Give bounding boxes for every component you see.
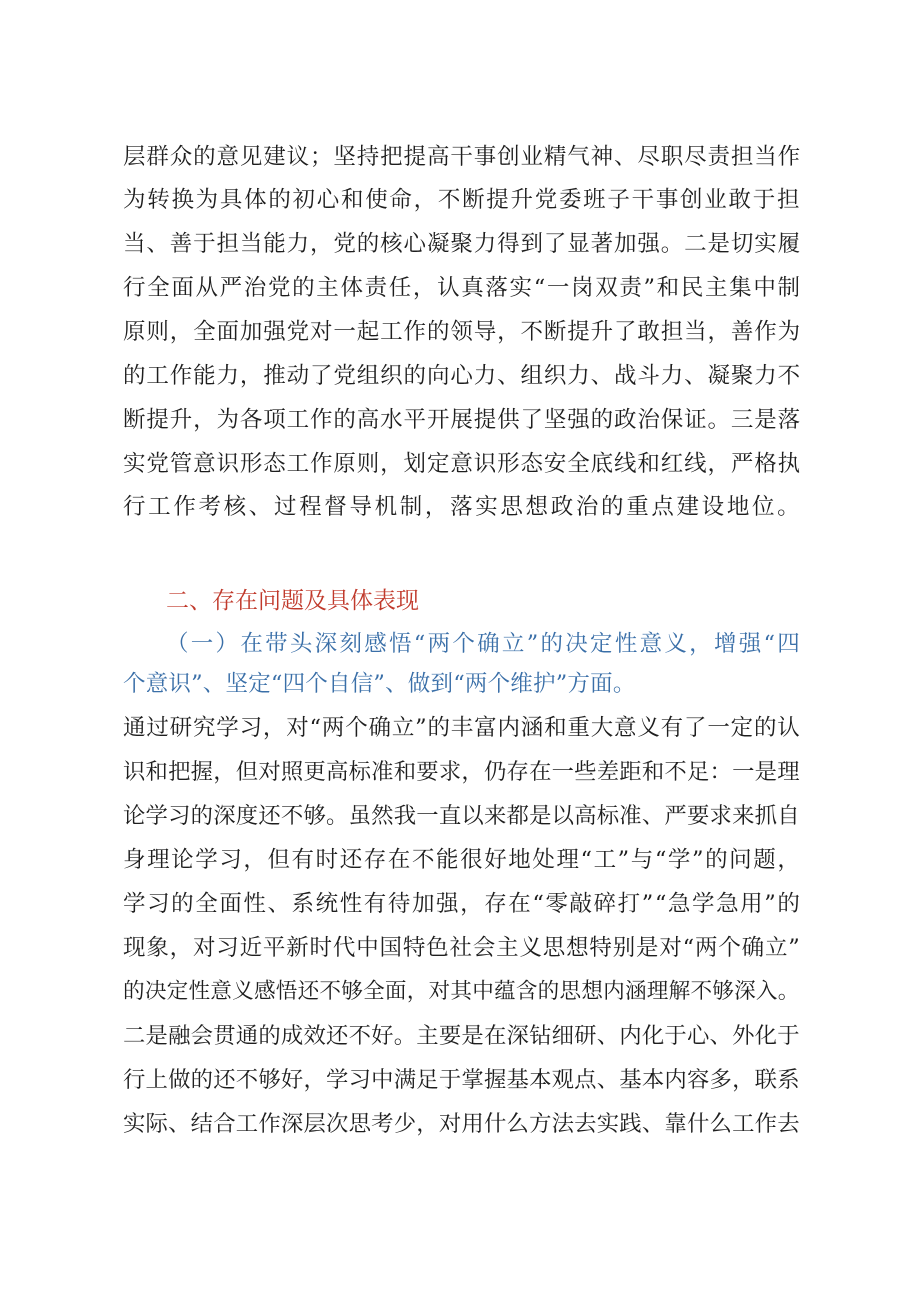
paragraph-line: 通过研究学习，对“两个确立”的丰富内涵和重大意义有了一定的认 — [123, 715, 801, 741]
paragraph-line: 层群众的意见建议；坚持把提高干事创业精气神、尽职尽责担当作 — [123, 144, 802, 170]
paragraph-line: 现象，对习近平新时代中国特色社会主义思想特别是对“两个确立” — [123, 935, 801, 961]
paragraph-line: 原则，全面加强党对一起工作的领导，不断提升了敢担当，善作为 — [123, 319, 802, 345]
paragraph-line: 行全面从严治党的主体责任，认真落实“一岗双责”和民主集中制 — [123, 275, 802, 301]
paragraph-line: 断提升，为各项工作的高水平开展提供了坚强的政治保证。三是落 — [123, 407, 802, 433]
section-heading: 二、存在问题及具体表现 — [166, 588, 419, 614]
subheading-line: 个意识”、坚定“四个自信”、做到“两个维护”方面。 — [123, 671, 636, 697]
paragraph-line: 的工作能力，推动了党组织的向心力、组织力、战斗力、凝聚力不 — [123, 363, 802, 389]
paragraph-line: 学习的全面性、系统性有待加强，存在“零敲碎打”“急学急用”的 — [123, 891, 802, 917]
paragraph-line: 当、善于担当能力，党的核心凝聚力得到了显著加强。二是切实履 — [123, 231, 802, 257]
paragraph-line: 二是融会贯通的成效还不好。主要是在深钻细研、内化于心、外化于 — [123, 1023, 800, 1049]
paragraph-line: 行工作考核、过程督导机制，落实思想政治的重点建设地位。 — [123, 494, 803, 520]
paragraph-line: 为转换为具体的初心和使命，不断提升党委班子干事创业敢于担 — [123, 187, 802, 213]
paragraph-line: 实际、结合工作深层次思考少，对用什么方法去实践、靠什么工作去 — [123, 1111, 800, 1137]
paragraph-line: 实党管意识形态工作原则，划定意识形态安全底线和红线，严格执 — [123, 451, 802, 477]
paragraph-line: 身理论学习，但有时还存在不能很好地处理“工”与“学”的问题， — [123, 847, 802, 873]
paragraph-line: 论学习的深度还不够。虽然我一直以来都是以高标准、严要求来抓自 — [123, 803, 800, 829]
subheading-line: （一）在带头深刻感悟“两个确立”的决定性意义，增强“四 — [166, 631, 803, 657]
paragraph-line: 的决定性意义感悟还不够全面，对其中蕴含的思想内涵理解不够深入。 — [123, 979, 800, 1004]
paragraph-line: 识和把握，但对照更高标准和要求，仍存在一些差距和不足：一是理 — [123, 759, 800, 785]
paragraph-line: 行上做的还不够好，学习中满足于掌握基本观点、基本内容多，联系 — [123, 1067, 800, 1093]
